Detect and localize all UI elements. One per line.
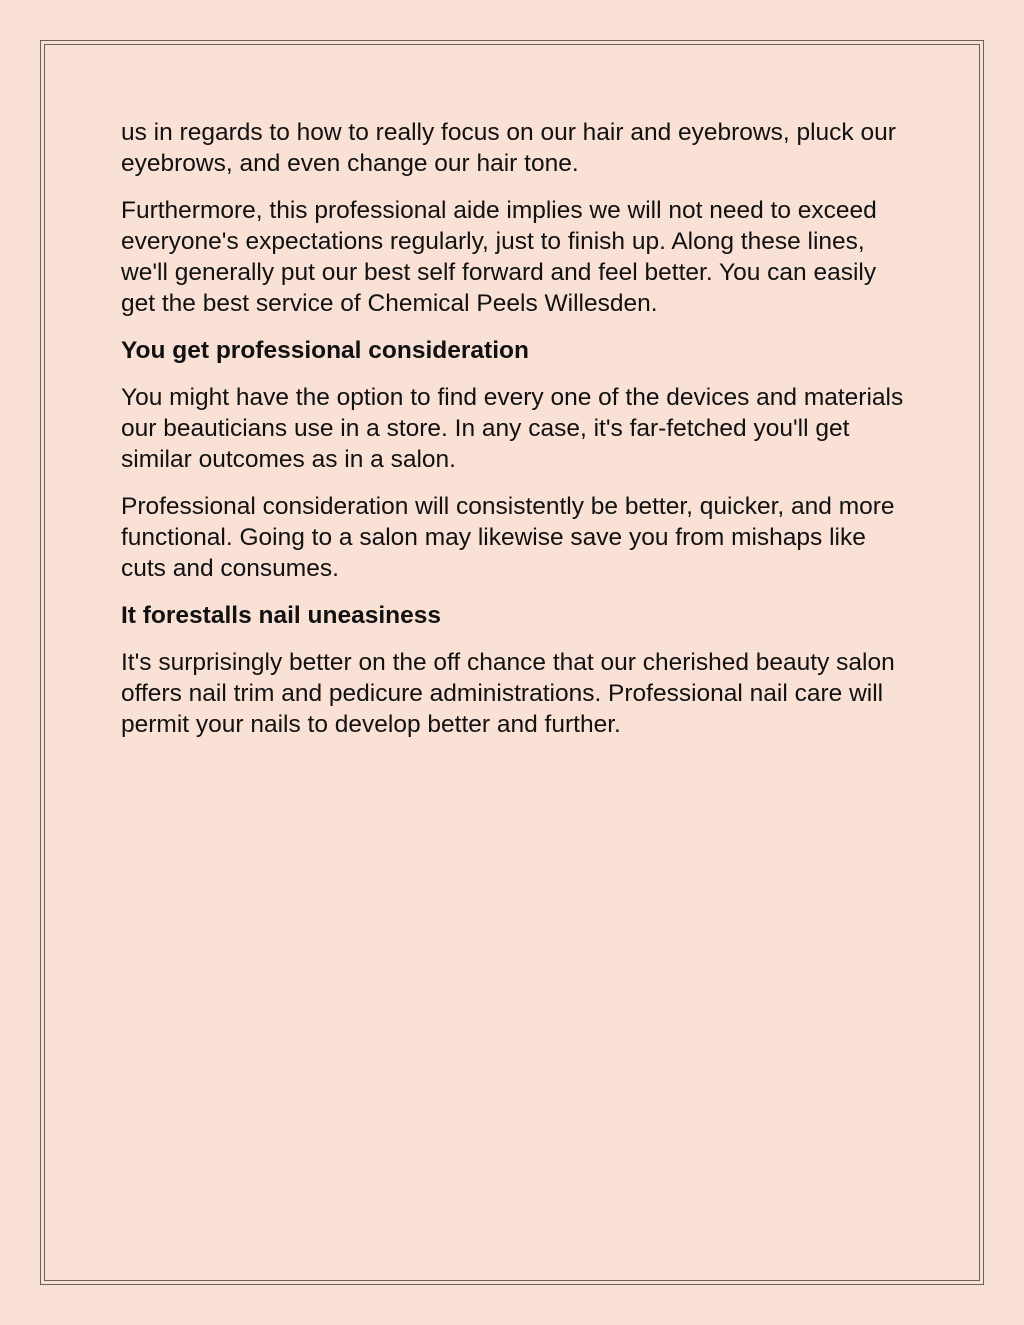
document-body — [121, 117, 911, 756]
heading-professional-consideration: You get professional consideration — [121, 337, 529, 364]
paragraph-nail-care: It's surprisingly better on the off chance that our cherished beauty salon offers nail trim and pedicure administrations. Professional nail care will permit your nails to develop better and further. — [121, 649, 895, 738]
heading-nail-uneasiness: It forestalls nail uneasiness — [121, 602, 441, 629]
paragraph-consistently-better: Professional consideration will consistently be better, quicker, and more functional. Going to a salon may likewise save you from mishaps like cuts and consumes. — [121, 493, 895, 582]
paragraph-devices-materials: You might have the option to find every one of the devices and materials our beauticians use in a store. In any case, it's far-fetched you'll get similar outcomes as in a salon. — [121, 384, 904, 473]
paragraph-professional-aide: Furthermore, this professional aide implies we will not need to exceed everyone's expectations regularly, just to finish up. Along these lines, we'll generally put our best self forward and feel better. You can easily get the best service of Chemical Peels Willesden. — [121, 197, 877, 317]
paragraph-hair-eyebrows: us in regards to how to really focus on our hair and eyebrows, pluck our eyebrows, and even change our hair tone. — [121, 119, 896, 177]
